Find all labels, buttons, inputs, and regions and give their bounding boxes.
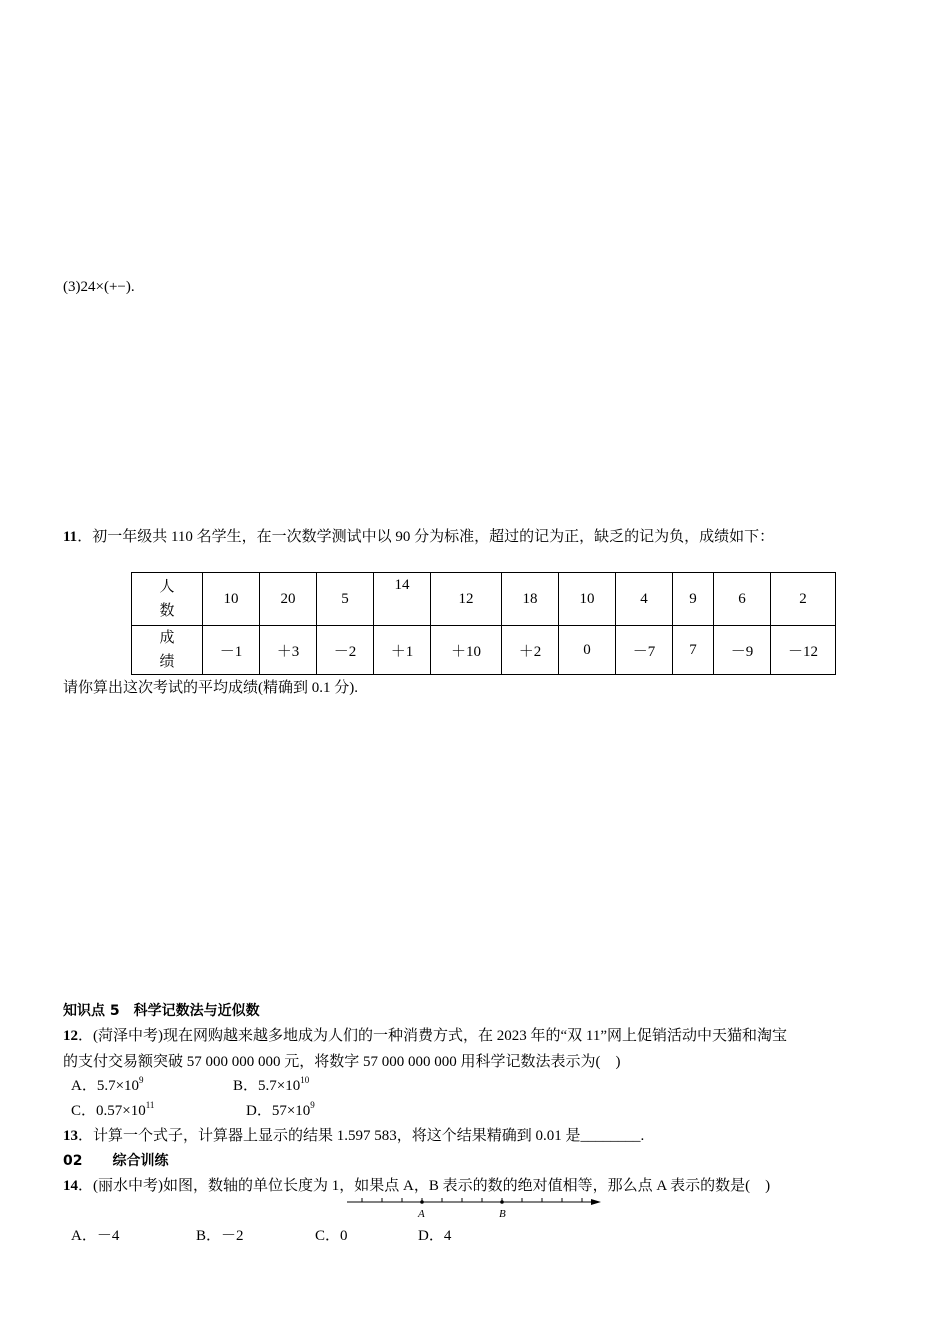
option-text: B．5.7×10 <box>233 1078 301 1094</box>
q11-question: 请你算出这次考试的平均成绩(精确到 0.1 分). <box>63 680 358 696</box>
header-char: 数 <box>159 603 175 619</box>
table-cell: 18 <box>502 573 559 626</box>
table-cell: 7 <box>673 626 714 675</box>
q12-option-d <box>246 1101 315 1121</box>
q12-option-b <box>233 1076 309 1096</box>
q11-number: 11 <box>63 529 78 545</box>
option-text: A．5.7×10 <box>71 1078 140 1094</box>
table-cell: ＋10 <box>431 626 502 675</box>
table-cell: 10 <box>559 573 616 626</box>
q13-text: ．计算一个式子，计算器上显示的结果 1.597 583，将这个结果精确到 0.01 是________. <box>78 1128 645 1144</box>
q14-option-d: D．4 <box>418 1228 452 1244</box>
q12-line2: 的支付交易额突破 57 000 000 000 元，将数字 57 000 000 000 用科学记数法表示为( ) <box>63 1054 621 1070</box>
q13-number: 13 <box>63 1128 78 1144</box>
option-exponent: 9 <box>139 1075 144 1085</box>
table-cell: ＋2 <box>502 626 559 675</box>
header-char: 绩 <box>159 654 175 670</box>
arrow-head-icon <box>591 1199 601 1205</box>
tick-marks <box>362 1198 582 1202</box>
q14-option-a: A．－4 <box>71 1228 120 1244</box>
table-cell: 9 <box>673 573 714 626</box>
option-exponent: 9 <box>310 1100 315 1110</box>
row-header-people <box>132 573 203 626</box>
option-exponent: 10 <box>300 1075 310 1085</box>
header-char: 成 <box>159 630 175 646</box>
table-cell: ＋3 <box>260 626 317 675</box>
section-02-label: 综合训练 <box>112 1153 169 1169</box>
option-exponent: 11 <box>145 1100 155 1110</box>
q13-line <box>63 1126 644 1146</box>
option-text: D．57×10 <box>246 1103 311 1119</box>
table-cell: 2 <box>771 573 836 626</box>
point-a-label: A <box>418 1208 425 1220</box>
section-5-title: 知识点 5 科学记数法与近似数 <box>63 1003 260 1019</box>
q14-text: ．(丽水中考)如图，数轴的单位长度为 1，如果点 A，B 表示的数的绝对值相等，那么点 A 表示的数是( ) <box>78 1178 771 1194</box>
section-02-number: 02 <box>63 1153 83 1169</box>
table-cell: －9 <box>714 626 771 675</box>
q11-text: ．初一年级共 110 名学生，在一次数学测试中以 90 分为标准，超过的记为正，缺乏的记为负，成绩如下： <box>77 529 775 545</box>
table-cell: －12 <box>771 626 836 675</box>
table-row-scores <box>132 626 836 675</box>
table-cell: 4 <box>616 573 673 626</box>
number-line-figure <box>345 1193 607 1221</box>
q14-option-b: B．－2 <box>196 1228 244 1244</box>
q12-line1 <box>63 1026 787 1046</box>
table-cell: －2 <box>317 626 374 675</box>
q12-number: 12 <box>63 1028 78 1044</box>
q12-option-c <box>71 1101 154 1121</box>
q14-number: 14 <box>63 1178 78 1194</box>
q10-part3: (3)24×(+−). <box>63 279 135 295</box>
table-cell: 5 <box>317 573 374 626</box>
table-cell: 10 <box>203 573 260 626</box>
q12-option-a <box>71 1076 144 1096</box>
table-cell: 12 <box>431 573 502 626</box>
table-cell: 6 <box>714 573 771 626</box>
q14-option-c: C．0 <box>315 1228 348 1244</box>
table-cell: ＋1 <box>374 626 431 675</box>
option-text: C．0.57×10 <box>71 1103 146 1119</box>
header-char: 人 <box>159 579 175 595</box>
table-cell: 14 <box>374 573 431 626</box>
table-cell: －7 <box>616 626 673 675</box>
point-a <box>420 1200 424 1204</box>
point-b <box>500 1200 504 1204</box>
section-02-title <box>63 1151 168 1171</box>
table-cell: 20 <box>260 573 317 626</box>
table-row-people <box>132 573 836 626</box>
score-table <box>131 572 836 675</box>
point-b-label: B <box>499 1208 506 1220</box>
table-cell: －1 <box>203 626 260 675</box>
table-cell: 0 <box>559 626 616 675</box>
q12-text: ．(菏泽中考)现在网购越来越多地成为人们的一种消费方式，在 2023 年的“双 11”网上促销活动中天猫和淘宝 <box>78 1028 788 1044</box>
q11-prompt <box>63 527 774 547</box>
row-header-scores <box>132 626 203 675</box>
